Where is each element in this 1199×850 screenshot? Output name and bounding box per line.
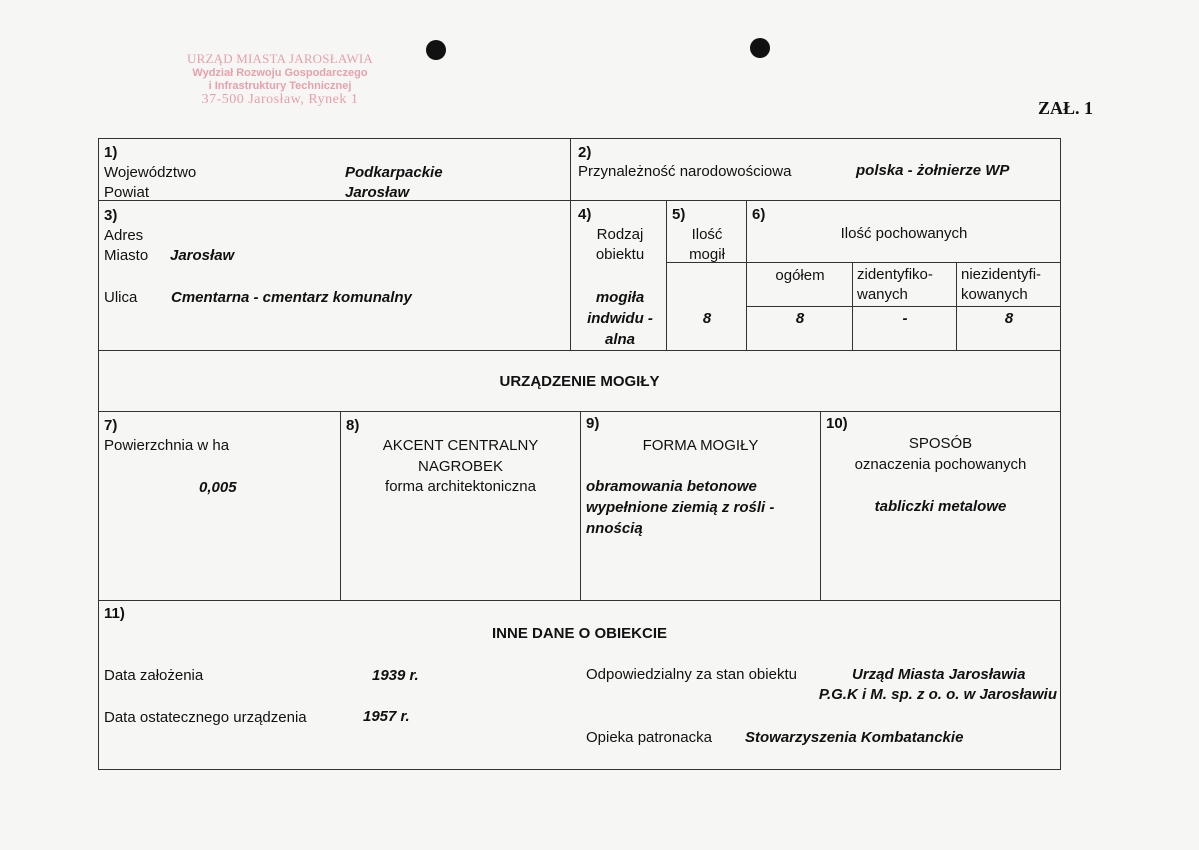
section-9-number: 9) (586, 415, 600, 432)
grid-line (98, 138, 99, 770)
stamp-line-1: URZĄD MIASTA JAROSŁAWIA (187, 51, 373, 66)
section-3-number: 3) (104, 207, 118, 224)
county-label: Powiat (104, 184, 150, 201)
grid-line (98, 350, 1061, 351)
section-8-number: 8) (346, 417, 360, 434)
central-accent-label-3: forma architektoniczna (385, 478, 536, 495)
object-type-label-2: obiektu (595, 246, 645, 263)
graves-count-value: 8 (702, 310, 712, 327)
area-label: Powierzchnia w ha (104, 437, 230, 454)
stamp-line-2: Wydział Rozwoju Gospodarczego (192, 66, 368, 79)
object-type-value-1: mogiła (595, 289, 645, 306)
grid-line (98, 769, 1061, 770)
office-stamp (180, 52, 380, 108)
grid-line (570, 138, 571, 351)
unidentified-value: 8 (1004, 310, 1014, 327)
street-label: Ulica (104, 289, 138, 306)
section-5-number: 5) (672, 206, 686, 223)
object-type-label-1: Rodzaj (596, 226, 644, 243)
county-value: Jarosław (345, 184, 410, 201)
grid-line (746, 262, 1061, 263)
street-value: Cmentarna - cmentarz komunalny (171, 289, 412, 306)
voivodeship-label: Województwo (104, 164, 197, 181)
grave-arrangement-header: URZĄDZENIE MOGIŁY (499, 373, 660, 390)
section-11-number: 11) (104, 605, 125, 622)
identified-value: - (902, 310, 908, 327)
graves-count-label-2: mogił (689, 246, 725, 263)
grid-line (98, 200, 1061, 201)
grave-form-label: FORMA MOGIŁY (642, 437, 759, 454)
grid-line (956, 262, 957, 351)
stamp-line-3: i Infrastruktury Technicznej (208, 79, 352, 92)
patronage-label: Opieka patronacka (586, 729, 712, 746)
city-value: Jarosław (170, 247, 235, 264)
buried-total-value: 8 (795, 310, 805, 327)
voivodeship-value: Podkarpackie (345, 164, 443, 181)
responsible-value-2: P.G.K i M. sp. z o. o. w Jarosławiu (818, 686, 1057, 703)
graves-count-label-1: Ilość (691, 226, 723, 243)
last-arranged-label: Data ostatecznego urządzenia (104, 709, 307, 726)
address-label: Adres (104, 227, 144, 244)
patronage-value: Stowarzyszenia Kombatanckie (745, 729, 964, 746)
central-accent-label-2: NAGROBEK (417, 458, 504, 475)
section-1-number: 1) (104, 144, 118, 161)
punch-hole-right (750, 38, 770, 58)
other-data-header: INNE DANE O OBIEKCIE (491, 625, 668, 642)
grave-form-value-1: obramowania betonowe (586, 478, 757, 495)
founded-value: 1939 r. (372, 667, 419, 684)
grid-line (746, 306, 1061, 307)
area-value: 0,005 (199, 479, 237, 496)
object-type-value-3: alna (604, 331, 635, 348)
section-2-number: 2) (578, 144, 592, 161)
section-7-number: 7) (104, 417, 118, 434)
marking-method-label-1: SPOSÓB (908, 435, 973, 452)
grave-form-value-2: wypełnione ziemią z rośli - (586, 499, 775, 516)
punch-hole-left (426, 40, 446, 60)
nationality-value: polska - żołnierze WP (856, 162, 1010, 179)
responsible-value-1: Urząd Miasta Jarosławia (852, 666, 1026, 683)
marking-method-label-2: oznaczenia pochowanych (854, 456, 1027, 473)
unidentified-label-2: kowanych (961, 286, 1028, 303)
responsible-label: Odpowiedzialny za stan obiektu (586, 666, 797, 683)
grave-form-value-3: nnością (586, 520, 643, 537)
section-4-number: 4) (578, 206, 592, 223)
section-10-number: 10) (826, 415, 848, 432)
central-accent-label-1: AKCENT CENTRALNY (382, 437, 539, 454)
attachment-label: ZAŁ. 1 (1038, 98, 1094, 118)
unidentified-label-1: niezidentyfi- (961, 266, 1042, 283)
nationality-label: Przynależność narodowościowa (578, 163, 792, 180)
grid-line (98, 138, 1061, 139)
identified-label-1: zidentyfiko- (857, 266, 933, 283)
object-type-value-2: indwidu - (587, 310, 653, 327)
city-label: Miasto (104, 247, 149, 264)
buried-total-label: ogółem (775, 267, 825, 284)
buried-count-label: Ilość pochowanych (840, 225, 968, 242)
stamp-line-4: 37-500 Jarosław, Rynek 1 (201, 92, 359, 108)
marking-method-value: tabliczki metalowe (874, 498, 1007, 515)
identified-label-2: wanych (857, 286, 908, 303)
founded-label: Data założenia (104, 667, 204, 684)
last-arranged-value: 1957 r. (363, 708, 410, 725)
section-6-number: 6) (752, 206, 766, 223)
